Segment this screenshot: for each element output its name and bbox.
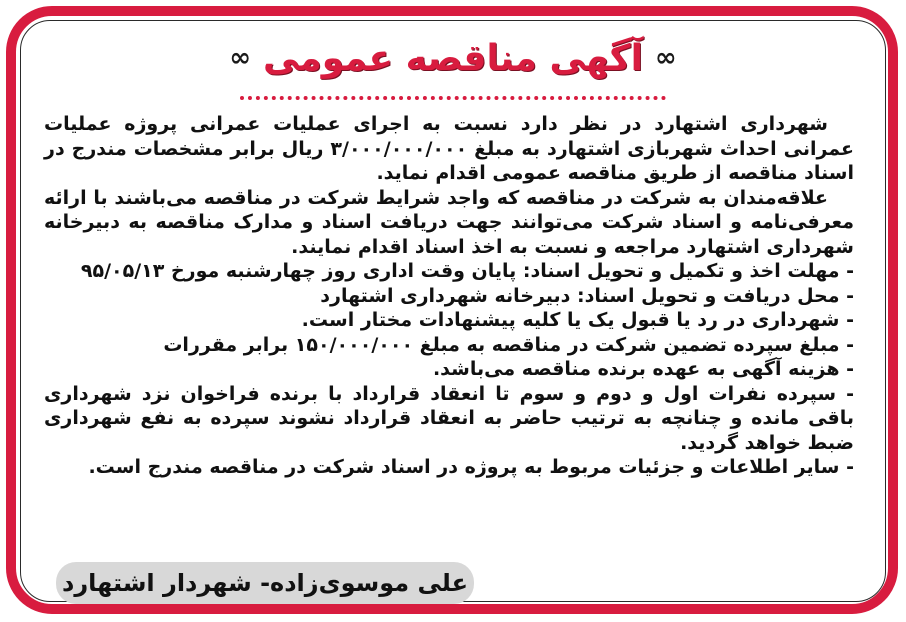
list-item-guarantee: - مبلغ سپرده تضمین شرکت در مناقصه به مبلغ ۱۵۰/۰۰۰/۰۰۰ برابر مقررات	[163, 333, 854, 356]
list-item-ad-cost: - هزینه آگهی به عهده برنده مناقصه می‌باشد.	[432, 358, 854, 380]
signature-text: علی موسوی‌زاده- شهردار اشتهارد	[62, 569, 468, 597]
notice-title: آگهی مناقصه عمومی	[263, 37, 643, 79]
intro-paragraph: شهرداری اشتهارد در نظر دارد نسبت به اجرای عملیات عمرانی پروژه عملیات عمرانی احداث شهربازی اشتهارد به مبلغ ۳/۰۰۰/۰۰۰/۰۰۰ ریال برابر مشخصات مندرج در اسناد مناقصه از طریق مناقصه عمومی اقدام نماید.	[44, 113, 854, 184]
notice-body	[44, 112, 854, 480]
notice-header	[0, 30, 906, 86]
right-ornament-icon: ∞	[654, 43, 677, 73]
list-item-location: - محل دریافت و تحویل اسناد: دبیرخانه شهرداری اشتهارد	[320, 284, 854, 307]
list-item-other-info: - سایر اطلاعات و جزئیات مربوط به پروژه در اسناد شرکت در مناقصه مندرج است.	[88, 456, 854, 478]
list-item-deposits: - سپرده نفرات اول و دوم و سوم تا انعقاد قرارداد با برنده فراخوان نزد شهرداری باقی مانده و چنانچه به ترتیب حاضر به انعقاد قرارداد نشوند سپرده به نفع شهرداری ضبط خواهد گردید.	[44, 382, 854, 454]
list-item-deadline: - مهلت اخذ و تکمیل و تحویل اسناد: پایان وقت اداری روز چهارشنبه مورخ ۹۵/۰۵/۱۳	[80, 260, 854, 282]
left-ornament-icon: ∞	[229, 43, 252, 73]
list-item-rights: - شهرداری در رد یا قبول یک یا کلیه پیشنهادات مختار است.	[301, 309, 854, 331]
participation-paragraph: علاقه‌مندان به شرکت در مناقصه که واجد شرایط شرکت در مناقصه می‌باشند با ارائه معرفی‌نامه و اسناد شرکت می‌توانند جهت دریافت اسناد و مدارک مناقصه به دبیرخانه شهرداری اشتهارد مراجعه و نسبت به اخذ اسناد اقدام نمایند.	[44, 186, 854, 258]
title-dotted-divider	[240, 96, 666, 100]
signature-box	[56, 562, 474, 604]
